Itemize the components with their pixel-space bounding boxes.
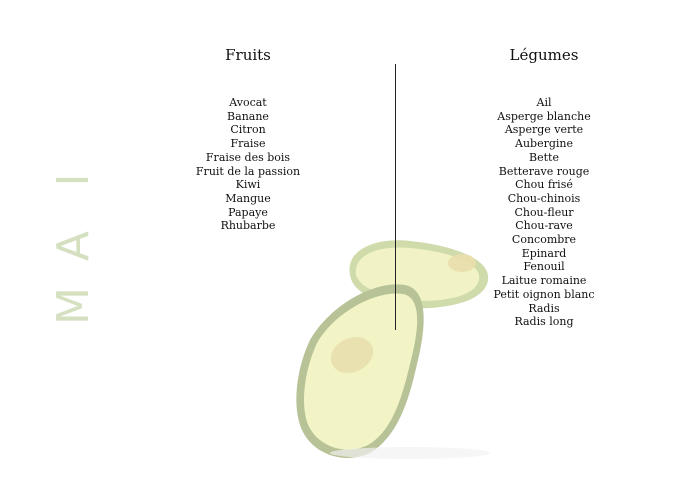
list-item: Concombre (511, 233, 577, 247)
list-item: Kiwi (235, 178, 261, 192)
list-item: Rhubarbe (220, 219, 276, 233)
list-item: Radis (528, 301, 560, 315)
list-item: Papaye (228, 205, 268, 219)
column-divider (395, 64, 396, 330)
list-item: Chou-chinois (507, 191, 581, 205)
legumes-list (454, 96, 634, 329)
list-item: Mangue (225, 191, 271, 205)
list-item: Chou frisé (515, 178, 573, 192)
list-item: Fraise (230, 137, 266, 151)
month-letter: M (48, 287, 99, 325)
list-item: Asperge blanche (497, 109, 591, 123)
list-item: Petit oignon blanc (493, 287, 595, 301)
list-item: Chou-rave (515, 219, 573, 233)
month-label-vertical (48, 148, 100, 338)
month-letter: A (48, 230, 99, 262)
list-item: Asperge verte (504, 123, 584, 137)
list-item: Ail (536, 96, 552, 109)
list-item: Chou-fleur (514, 205, 574, 219)
list-item: Fraise des bois (205, 150, 291, 164)
list-item: Laitue romaine (501, 274, 587, 288)
list-item: Bette (529, 150, 559, 164)
list-item: Betterave rouge (498, 164, 590, 178)
list-item: Fenouil (523, 260, 565, 274)
fruits-heading: Fruits (225, 46, 271, 64)
list-item: Citron (230, 123, 266, 137)
list-item: Fruit de la passion (195, 164, 301, 178)
list-item: Epinard (521, 246, 567, 260)
list-item: Banane (227, 109, 269, 123)
fruits-list (158, 96, 338, 233)
list-item: Aubergine (515, 137, 573, 151)
month-letter: I (48, 173, 99, 187)
legumes-heading: Légumes (509, 46, 579, 64)
list-item: Radis long (514, 315, 574, 329)
list-item: Avocat (229, 96, 267, 109)
